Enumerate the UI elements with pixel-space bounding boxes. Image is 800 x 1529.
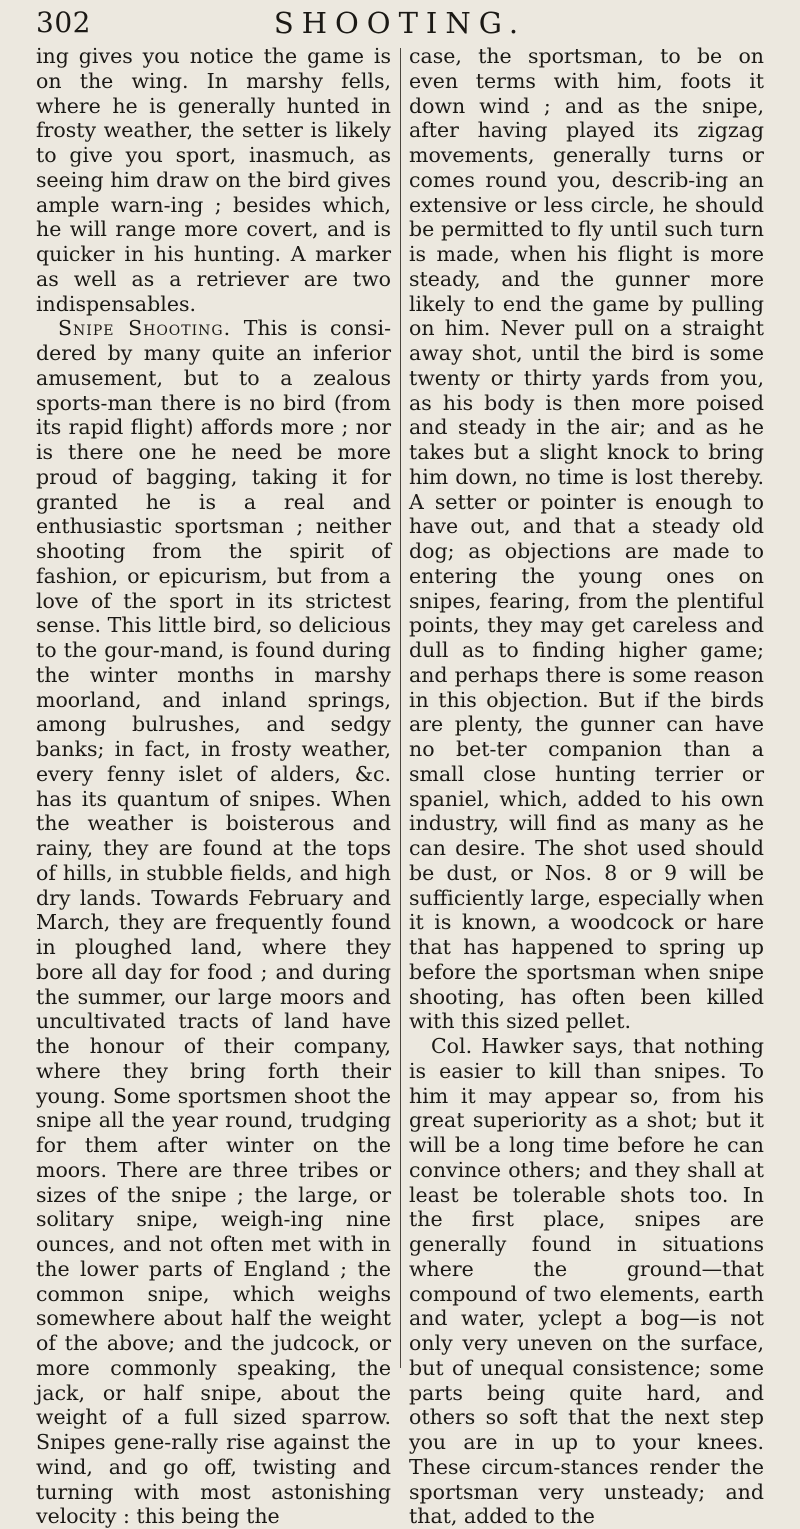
right-paragraph-1: case, the sportsman, to be on even terms with him, foots it down wind ; and as the snipe, after having played its zigzag movements, generally turns or comes round you, describ-ing an extensive or less circle, he should be permitted to fly until such turn is made, when his flight is more steady, and the gunner more likely to end the game by pulling on him. Never pull on a straight away shot, until the bird is some twenty or thirty yards from you, as his body is then more poised and steady in the air; and as he takes but a slight knock to bring him down, no time is lost thereby. A setter or pointer is enough to have out, and that a steady old dog; as objections are made to entering the young ones on snipes, fearing, from the plentiful points, they may get careless and dull as to finding higher game; and perhaps there is some reason in this objection. But if the birds are plenty, the gunner can have no bet-ter companion than a small close hunting terrier or spaniel, which, added to his own industry, will find as many as he can desire. The shot used should be dust, or Nos. 8 or 9 will be sufficiently large, especially when it is known, a woodcock or hare that has happened to spring up before the sportsman when snipe shooting, has often been killed with this sized pellet. xyxy=(409,44,764,1034)
left-paragraph-2-body: This is consi-dered by many quite an inferior amusement, but to a zealous sports-man there is no bird (from its rapid flight) affords more ; nor is there one he need be more proud of bagging, taking it for granted he is a real and enthusiastic sportsman ; neither shooting from the spirit of fashion, or epicurism, but from a love of the sport in its strictest sense. This little bird, so delicious to the gour-mand, is found during the winter months in marshy moorland, and inland springs, among bulrushes, and sedgy banks; in fact, in frosty weather, every fenny islet of alders, &c. has its quantum of snipes. When the weather is boisterous and rainy, they are found at the tops of hills, in stubble fields, and high dry lands. Towards February and March, they are frequently found in ploughed land, where they bore all day for food ; and during the summer, our large moors and uncultivated tracts of land have the honour of their company, where they bring forth their young. Some sportsmen shoot the snipe all the year round, trudging for them after winter on the moors. There are three tribes or sizes of the snipe ; the large, or solitary snipe, weigh-ing nine ounces, and not often met with in the lower parts of England ; the common snipe, which weighs somewhere about half the weight of the above; and the judcock, or more commonly speaking, the jack, or half snipe, about the weight of a full sized sparrow. Snipes gene-rally rise against the wind, and go off, twisting and turning with most astonishing velocity : this being the xyxy=(36,316,391,1529)
running-head: SHOOTING. xyxy=(273,6,527,40)
left-column xyxy=(36,44,391,1529)
right-column xyxy=(409,44,764,1529)
page-header xyxy=(36,6,764,40)
section-heading-snipe-shooting: Snipe Shooting. xyxy=(58,316,232,341)
right-paragraph-2: Col. Hawker says, that nothing is easier to kill than snipes. To him it may appear so, from his great superiority as a shot; but it will be a long time before he can convince others; and they shall at least be tolerable shots too. In the first place, snipes are generally found in situations where the ground—that compound of two elements, earth and water, yclept a bog—is not only very uneven on the surface, but of unequal consistence; some parts being quite hard, and others so soft that the next step you are in up to your knees. These circum-stances render the sportsman very unsteady; and that, added to the xyxy=(409,1034,764,1529)
page-number: 302 xyxy=(36,6,91,39)
left-paragraph-2 xyxy=(36,316,391,1529)
column-divider xyxy=(400,48,401,1368)
text-columns xyxy=(36,44,764,1529)
left-paragraph-1: ing gives you notice the game is on the wing. In marshy fells, where he is generally hunted in frosty weather, the setter is likely to give you sport, inasmuch, as seeing him draw on the bird gives ample warn-ing ; besides which, he will range more covert, and is quicker in his hunting. A marker as well as a retriever are two indispensables. xyxy=(36,44,391,316)
